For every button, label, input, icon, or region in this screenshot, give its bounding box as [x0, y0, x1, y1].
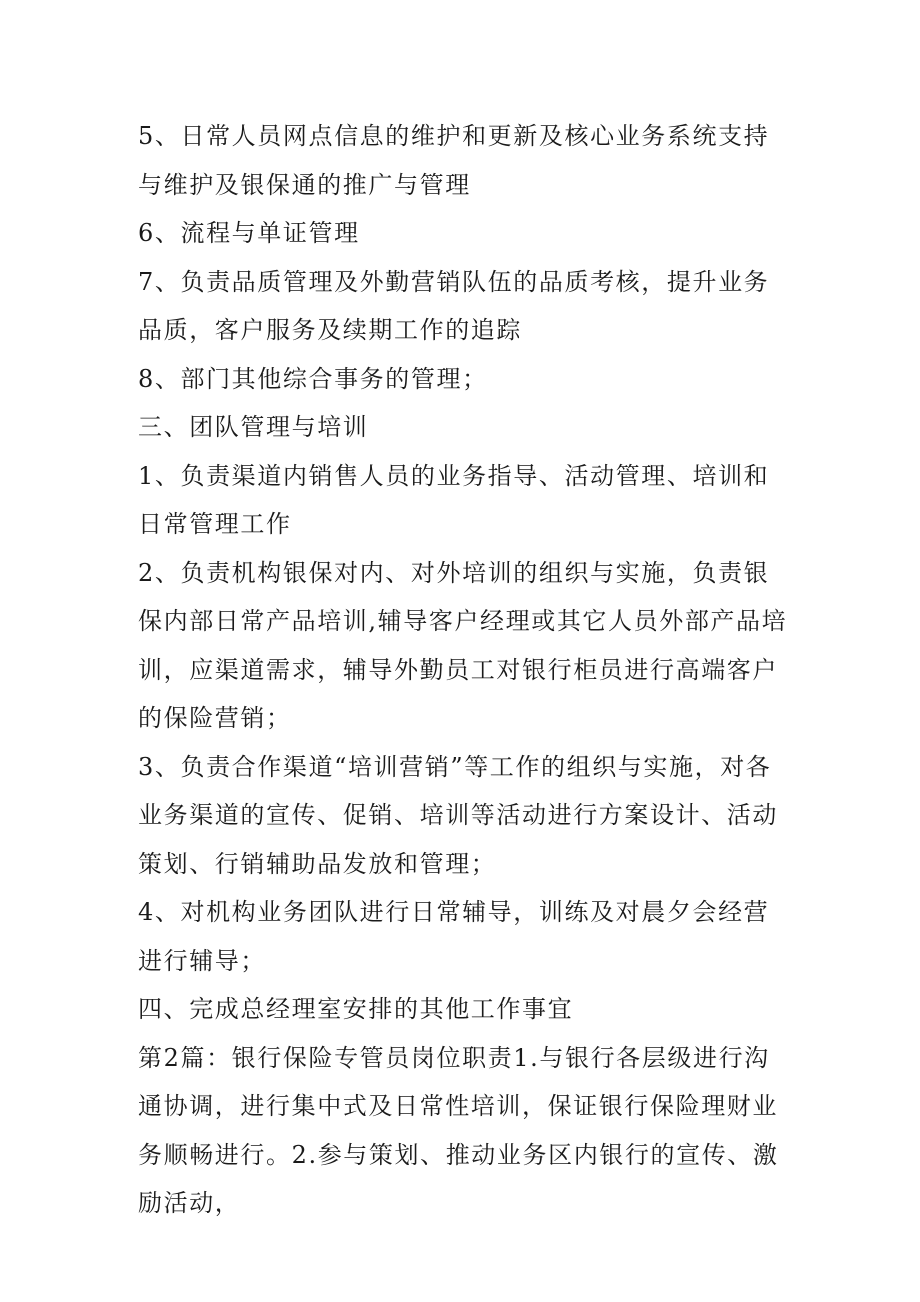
- paragraph-item-2: 2、负责机构银保对内、对外培训的组织与实施，负责银保内部日常产品培训,辅导客户经理或其它人员外部产品培训，应渠道需求，辅导外勤员工对银行柜员进行高端客户的保险营销；: [138, 558, 788, 732]
- document-body: [138, 112, 788, 1228]
- section-heading-team-training: 三、团队管理与培训: [138, 413, 369, 441]
- paragraph-item-7: 7、负责品质管理及外勤营销队伍的品质考核，提升业务品质，客户服务及续期工作的追踪: [138, 267, 770, 344]
- paragraph-item-1: 1、负责渠道内销售人员的业务指导、活动管理、培训和日常管理工作: [138, 461, 770, 538]
- paragraph-item-4: 4、对机构业务团队进行日常辅导，训练及对晨夕会经营进行辅导；: [138, 898, 770, 975]
- paragraph-item-8: 8、部门其他综合事务的管理；: [138, 364, 488, 393]
- paragraph-item-5: 5、日常人员网点信息的维护和更新及核心业务系统支持与维护及银保通的推广与管理: [138, 122, 770, 199]
- section-heading-other-duties: 四、完成总经理室安排的其他工作事宜: [138, 995, 574, 1023]
- paragraph-item-6: 6、流程与单证管理: [138, 219, 360, 247]
- paragraph-item-3: 3、负责合作渠道“培训营销”等工作的组织与实施，对各业务渠道的宣传、促销、培训等活动进行方案设计、活动策划、行销辅助品发放和管理；: [138, 752, 778, 878]
- paragraph-article-2: 第2篇：银行保险专管员岗位职责1.与银行各层级进行沟通协调，进行集中式及日常性培训，保证银行保险理财业务顺畅进行。2.参与策划、推动业务区内银行的宣传、激励活动，: [138, 1043, 779, 1217]
